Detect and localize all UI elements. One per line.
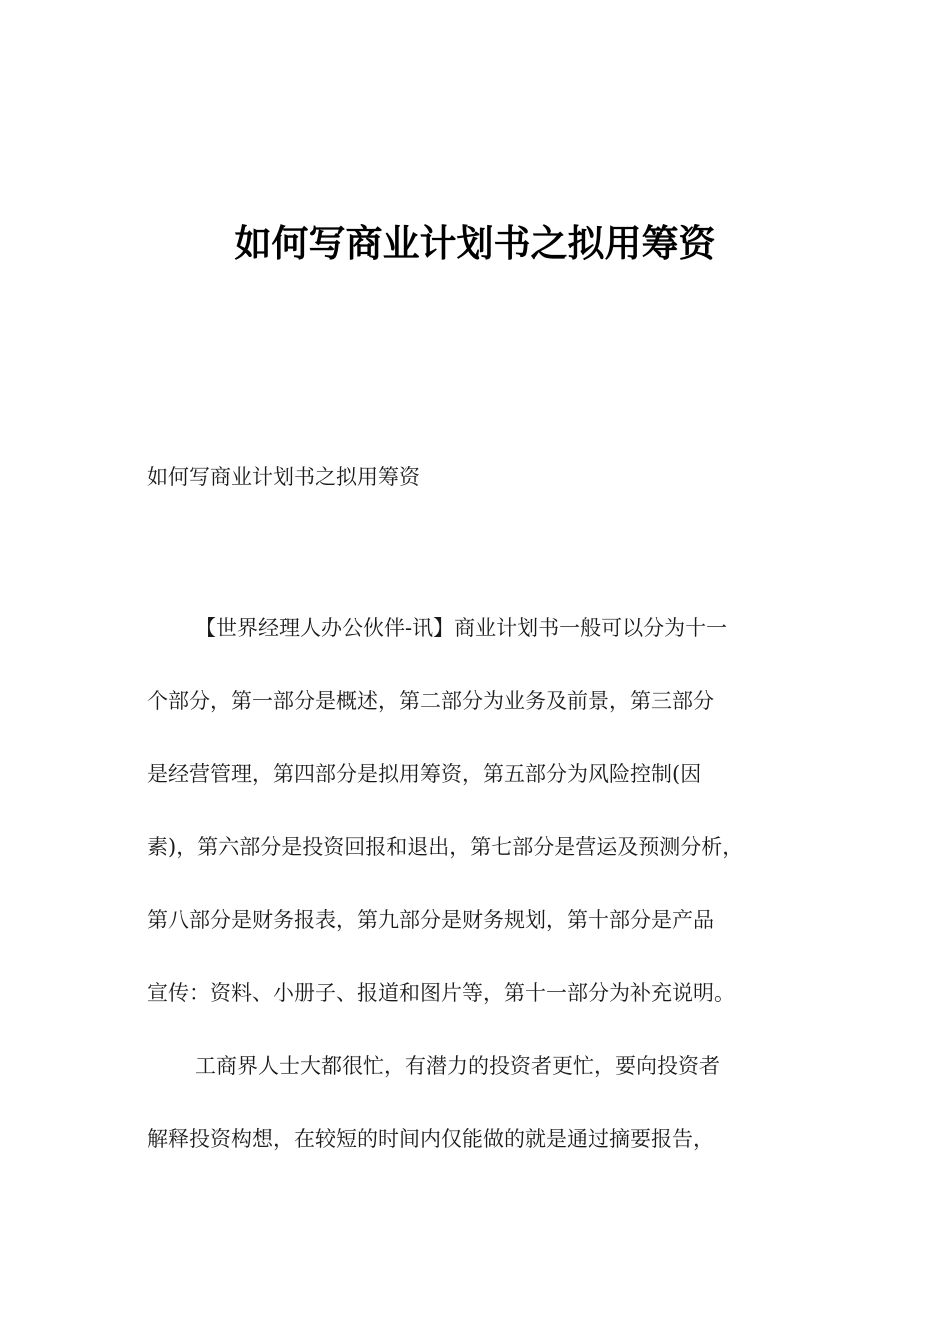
- document-subtitle: 如何写商业计划书之拟用筹资: [147, 465, 420, 489]
- document-title: 如何写商业计划书之拟用筹资: [234, 222, 716, 265]
- paragraph-2-line-1: 工商界人士大都很忙，有潜力的投资者更忙，要向投资者: [195, 1054, 720, 1078]
- paragraph-1-line-5: 第八部分是财务报表，第九部分是财务规划，第十部分是产品: [147, 908, 714, 932]
- paragraph-1-line-2: 个部分，第一部分是概述，第二部分为业务及前景，第三部分: [147, 689, 714, 713]
- paragraph-1-line-3: 是经营管理，第四部分是拟用筹资，第五部分为风险控制(因: [147, 762, 702, 786]
- paragraph-1-line-6: 宣传：资料、小册子、报道和图片等，第十一部分为补充说明。: [147, 981, 735, 1005]
- paragraph-2-line-2: 解释投资构想，在较短的时间内仅能做的就是通过摘要报告，: [147, 1127, 714, 1151]
- paragraph-1-line-1: 【世界经理人办公伙伴-讯】商业计划书一般可以分为十一: [195, 616, 728, 640]
- paragraph-1-line-4: 素)，第六部分是投资回报和退出，第七部分是营运及预测分析，: [147, 835, 744, 859]
